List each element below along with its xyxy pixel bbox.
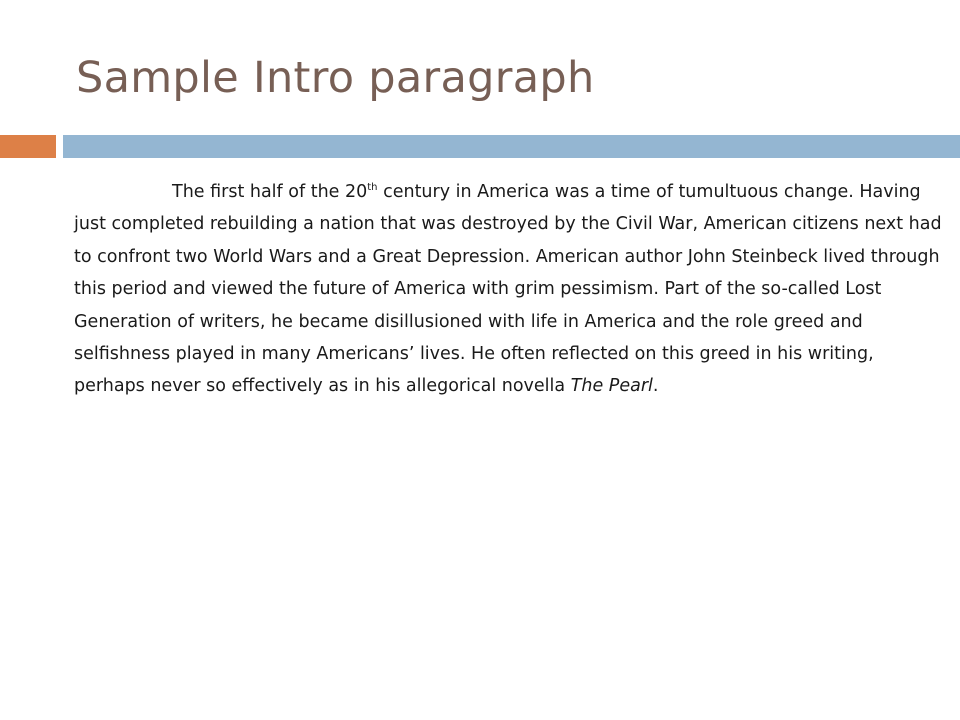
paragraph-text-main: century in America was a time of tumultuous change. Having just completed rebuilding a nation that was destroyed by the Civil War, American citizens next had to confront two World Wars and a Great Depression. American author John Steinbeck lived through this period and viewed the future of America with grim pessimism. Part of the so-called Lost Generation of writers, he became disillusioned with life in America and the role greed and selfishness played in many Americans’ lives. He often reflected on this greed in his writing, perhaps never so effectively as in his allegorical novella	[74, 182, 942, 397]
accent-bar-orange	[0, 135, 56, 158]
accent-bar-blue	[63, 135, 960, 158]
slide-title: Sample Intro paragraph	[76, 53, 595, 103]
paragraph-text-end: .	[652, 376, 659, 397]
book-title: The Pearl	[570, 376, 653, 397]
ordinal-suffix: th	[367, 182, 378, 193]
paragraph-text-start: The first half of the 20	[172, 182, 368, 202]
intro-paragraph	[74, 176, 942, 403]
